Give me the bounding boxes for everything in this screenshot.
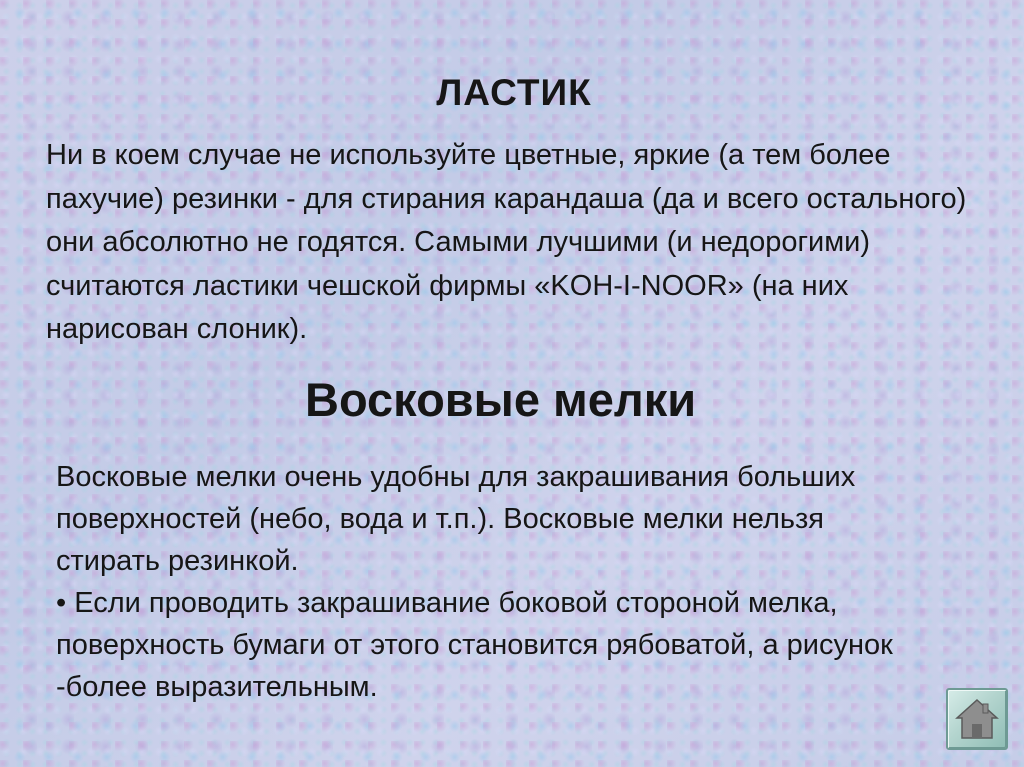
- crayons-text-line: Восковые мелки очень удобны для закрашивания больших поверхностей (небо, вода и т.п.). Восковые мелки нельзя стирать резинкой.: [56, 461, 856, 577]
- home-icon: [955, 698, 999, 740]
- crayons-bullet-line: • Если проводить закрашивание боковой стороной мелка, поверхность бумаги от этого становится рябоватой, а рисунок -более выразительным.: [56, 587, 893, 703]
- crayons-paragraph: [56, 456, 936, 708]
- eraser-title: ЛАСТИК: [436, 72, 592, 113]
- home-button[interactable]: [946, 688, 1008, 750]
- eraser-paragraph: Ни в коем случае не используйте цветные, яркие (а тем более пахучие) резинки - для стирания карандаша (да и всего остального) они абсолютно не годятся. Самыми лучшими (и недорогими) считаются ластики чешской фирмы «KOH-I-NOOR» (на них нарисован слоник).: [46, 139, 967, 345]
- crayons-heading: Восковые мелки: [305, 373, 697, 426]
